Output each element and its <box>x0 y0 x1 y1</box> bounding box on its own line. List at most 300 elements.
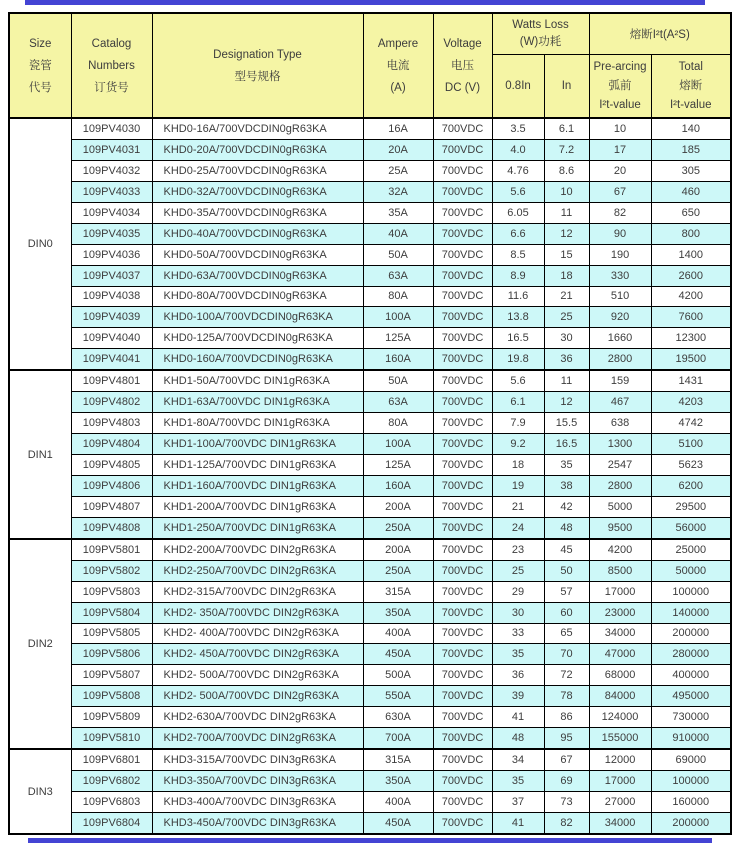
designation-cell: KHD0-63A/700VDCDIN0gR63KA <box>152 265 363 286</box>
voltage-cell: 700VDC <box>433 623 492 644</box>
watts-08in-cell: 19.8 <box>492 349 544 370</box>
table-row <box>9 812 731 833</box>
total-i2t-cell: 2600 <box>651 265 731 286</box>
catalog-cell: 109PV4039 <box>71 307 152 328</box>
table-row <box>9 496 731 517</box>
designation-cell: KHD1-50A/700VDC DIN1gR63KA <box>152 370 363 391</box>
total-i2t-cell: 100000 <box>651 771 731 792</box>
table-row <box>9 307 731 328</box>
watts-08in-cell: 25 <box>492 560 544 581</box>
catalog-cell: 109PV4802 <box>71 392 152 413</box>
watts-08in-cell: 24 <box>492 517 544 538</box>
ampere-cell: 63A <box>363 392 433 413</box>
ampere-cell: 16A <box>363 118 433 139</box>
fuse-spec-table <box>8 12 732 835</box>
col-header-ampere-line: Ampere <box>377 37 419 50</box>
voltage-cell: 700VDC <box>433 244 492 265</box>
catalog-cell: 109PV4038 <box>71 286 152 307</box>
ampere-cell: 35A <box>363 202 433 223</box>
bottom-rule <box>28 838 712 843</box>
col-header-prearcing-line: 弧前 <box>608 79 632 92</box>
voltage-cell: 700VDC <box>433 792 492 813</box>
watts-in-cell: 57 <box>544 581 589 602</box>
table-row <box>9 792 731 813</box>
designation-cell: KHD3-400A/700VDC DIN3gR63KA <box>152 792 363 813</box>
total-i2t-cell: 6200 <box>651 475 731 496</box>
catalog-cell: 109PV4804 <box>71 434 152 455</box>
col-header-size-line: 瓷管 <box>28 59 52 72</box>
watts-in-cell: 82 <box>544 812 589 833</box>
catalog-cell: 109PV4032 <box>71 160 152 181</box>
catalog-cell: 109PV4041 <box>71 349 152 370</box>
col-header-ampere-line: 电流 <box>386 59 410 72</box>
designation-cell: KHD2- 350A/700VDC DIN2gR63KA <box>152 602 363 623</box>
table-row <box>9 223 731 244</box>
catalog-cell: 109PV4803 <box>71 413 152 434</box>
watts-08in-cell: 4.0 <box>492 139 544 160</box>
col-header-size-line: Size <box>29 37 52 50</box>
watts-08in-cell: 37 <box>492 792 544 813</box>
col-header-voltage-line: DC (V) <box>444 81 481 94</box>
total-i2t-cell: 650 <box>651 202 731 223</box>
table-row <box>9 349 731 370</box>
prearcing-i2t-cell: 124000 <box>589 707 651 728</box>
watts-08in-cell: 41 <box>492 812 544 833</box>
designation-cell: KHD3-350A/700VDC DIN3gR63KA <box>152 771 363 792</box>
voltage-cell: 700VDC <box>433 749 492 770</box>
designation-cell: KHD0-20A/700VDCDIN0gR63KA <box>152 139 363 160</box>
table-row <box>9 160 731 181</box>
total-i2t-cell: 100000 <box>651 581 731 602</box>
watts-in-cell: 10 <box>544 181 589 202</box>
ampere-cell: 400A <box>363 792 433 813</box>
table-row <box>9 181 731 202</box>
col-header-catalog <box>71 13 152 118</box>
catalog-cell: 109PV4037 <box>71 265 152 286</box>
watts-in-cell: 16.5 <box>544 434 589 455</box>
watts-in-cell: 8.6 <box>544 160 589 181</box>
catalog-cell: 109PV5808 <box>71 686 152 707</box>
catalog-cell: 109PV6802 <box>71 771 152 792</box>
voltage-cell: 700VDC <box>433 413 492 434</box>
col-header-voltage <box>433 13 492 118</box>
watts-in-cell: 69 <box>544 771 589 792</box>
table-row <box>9 370 731 391</box>
table-row <box>9 139 731 160</box>
prearcing-i2t-cell: 2800 <box>589 475 651 496</box>
voltage-cell: 700VDC <box>433 581 492 602</box>
voltage-cell: 700VDC <box>433 370 492 391</box>
table-row <box>9 328 731 349</box>
voltage-cell: 700VDC <box>433 686 492 707</box>
watts-08in-cell: 23 <box>492 539 544 560</box>
col-header-designation <box>152 13 363 118</box>
prearcing-i2t-cell: 155000 <box>589 728 651 749</box>
catalog-cell: 109PV5809 <box>71 707 152 728</box>
watts-in-cell: 25 <box>544 307 589 328</box>
total-i2t-cell: 5623 <box>651 455 731 476</box>
watts-in-cell: 15 <box>544 244 589 265</box>
voltage-cell: 700VDC <box>433 265 492 286</box>
watts-08in-cell: 9.2 <box>492 434 544 455</box>
watts-08in-cell: 5.6 <box>492 370 544 391</box>
ampere-cell: 63A <box>363 265 433 286</box>
total-i2t-cell: 460 <box>651 181 731 202</box>
prearcing-i2t-cell: 12000 <box>589 749 651 770</box>
ampere-cell: 400A <box>363 623 433 644</box>
watts-08in-cell: 34 <box>492 749 544 770</box>
col-header-prearcing-line: I²t-value <box>599 98 641 111</box>
ampere-cell: 630A <box>363 707 433 728</box>
designation-cell: KHD1-80A/700VDC DIN1gR63KA <box>152 413 363 434</box>
ampere-cell: 200A <box>363 496 433 517</box>
voltage-cell: 700VDC <box>433 434 492 455</box>
total-i2t-cell: 7600 <box>651 307 731 328</box>
table-row <box>9 560 731 581</box>
total-i2t-cell: 4203 <box>651 392 731 413</box>
table-row <box>9 539 731 560</box>
watts-08in-cell: 19 <box>492 475 544 496</box>
voltage-cell: 700VDC <box>433 644 492 665</box>
prearcing-i2t-cell: 34000 <box>589 623 651 644</box>
watts-08in-cell: 21 <box>492 496 544 517</box>
designation-cell: KHD0-80A/700VDCDIN0gR63KA <box>152 286 363 307</box>
voltage-cell: 700VDC <box>433 286 492 307</box>
catalog-cell: 109PV4801 <box>71 370 152 391</box>
table-row <box>9 517 731 538</box>
voltage-cell: 700VDC <box>433 812 492 833</box>
total-i2t-cell: 5100 <box>651 434 731 455</box>
watts-08in-cell: 41 <box>492 707 544 728</box>
watts-in-cell: 72 <box>544 665 589 686</box>
watts-in-cell: 50 <box>544 560 589 581</box>
voltage-cell: 700VDC <box>433 728 492 749</box>
watts-08in-cell: 8.5 <box>492 244 544 265</box>
prearcing-i2t-cell: 20 <box>589 160 651 181</box>
catalog-cell: 109PV4805 <box>71 455 152 476</box>
table-row <box>9 434 731 455</box>
catalog-cell: 109PV4806 <box>71 475 152 496</box>
prearcing-i2t-cell: 34000 <box>589 812 651 833</box>
table-header <box>9 13 731 118</box>
total-i2t-cell: 4742 <box>651 413 731 434</box>
catalog-cell: 109PV6803 <box>71 792 152 813</box>
col-header-designation-line: Designation Type <box>213 48 302 61</box>
prearcing-i2t-cell: 67 <box>589 181 651 202</box>
voltage-cell: 700VDC <box>433 139 492 160</box>
prearcing-i2t-cell: 159 <box>589 370 651 391</box>
catalog-cell: 109PV4035 <box>71 223 152 244</box>
watts-08in-cell: 5.6 <box>492 181 544 202</box>
total-i2t-cell: 50000 <box>651 560 731 581</box>
ampere-cell: 125A <box>363 455 433 476</box>
designation-cell: KHD2-700A/700VDC DIN2gR63KA <box>152 728 363 749</box>
ampere-cell: 450A <box>363 812 433 833</box>
watts-08in-cell: 35 <box>492 771 544 792</box>
designation-cell: KHD2-630A/700VDC DIN2gR63KA <box>152 707 363 728</box>
watts-08in-cell: 35 <box>492 644 544 665</box>
table-row <box>9 623 731 644</box>
designation-cell: KHD2-200A/700VDC DIN2gR63KA <box>152 539 363 560</box>
table-row <box>9 644 731 665</box>
prearcing-i2t-cell: 330 <box>589 265 651 286</box>
table-row <box>9 455 731 476</box>
designation-cell: KHD2-250A/700VDC DIN2gR63KA <box>152 560 363 581</box>
col-header-prearcing-line: Pre-arcing <box>593 60 647 73</box>
total-i2t-cell: 56000 <box>651 517 731 538</box>
watts-08in-cell: 7.9 <box>492 413 544 434</box>
watts-in-cell: 36 <box>544 349 589 370</box>
voltage-cell: 700VDC <box>433 160 492 181</box>
designation-cell: KHD0-35A/700VDCDIN0gR63KA <box>152 202 363 223</box>
voltage-cell: 700VDC <box>433 707 492 728</box>
watts-08in-cell: 36 <box>492 665 544 686</box>
ampere-cell: 315A <box>363 749 433 770</box>
voltage-cell: 700VDC <box>433 328 492 349</box>
ampere-cell: 125A <box>363 328 433 349</box>
watts-in-cell: 45 <box>544 539 589 560</box>
watts-08in-cell: 29 <box>492 581 544 602</box>
prearcing-i2t-cell: 920 <box>589 307 651 328</box>
total-i2t-cell: 160000 <box>651 792 731 813</box>
voltage-cell: 700VDC <box>433 539 492 560</box>
designation-cell: KHD1-100A/700VDC DIN1gR63KA <box>152 434 363 455</box>
col-header-total-line: Total <box>678 60 703 73</box>
voltage-cell: 700VDC <box>433 202 492 223</box>
col-header-total <box>651 55 731 119</box>
total-i2t-cell: 19500 <box>651 349 731 370</box>
designation-cell: KHD0-50A/700VDCDIN0gR63KA <box>152 244 363 265</box>
designation-cell: KHD0-125A/700VDCDIN0gR63KA <box>152 328 363 349</box>
prearcing-i2t-cell: 2547 <box>589 455 651 476</box>
total-i2t-cell: 4200 <box>651 286 731 307</box>
table-row <box>9 665 731 686</box>
col-header-catalog-line: Catalog <box>91 37 132 50</box>
size-group-cell: DIN2 <box>9 539 71 749</box>
table-row <box>9 392 731 413</box>
watts-08in-cell: 3.5 <box>492 118 544 139</box>
voltage-cell: 700VDC <box>433 771 492 792</box>
voltage-cell: 700VDC <box>433 665 492 686</box>
col-header-total-line: 熔断 <box>679 79 703 92</box>
header-row-top <box>9 13 731 55</box>
voltage-cell: 700VDC <box>433 496 492 517</box>
catalog-cell: 109PV4036 <box>71 244 152 265</box>
voltage-cell: 700VDC <box>433 118 492 139</box>
ampere-cell: 315A <box>363 581 433 602</box>
table-row <box>9 413 731 434</box>
col-header-watts-loss <box>492 13 589 55</box>
watts-in-cell: 86 <box>544 707 589 728</box>
total-i2t-cell: 800 <box>651 223 731 244</box>
catalog-cell: 109PV5803 <box>71 581 152 602</box>
watts-in-cell: 95 <box>544 728 589 749</box>
catalog-cell: 109PV6801 <box>71 749 152 770</box>
table-row <box>9 602 731 623</box>
ampere-cell: 550A <box>363 686 433 707</box>
watts-in-cell: 35 <box>544 455 589 476</box>
voltage-cell: 700VDC <box>433 223 492 244</box>
designation-cell: KHD1-200A/700VDC DIN1gR63KA <box>152 496 363 517</box>
watts-in-cell: 21 <box>544 286 589 307</box>
catalog-cell: 109PV5807 <box>71 665 152 686</box>
prearcing-i2t-cell: 90 <box>589 223 651 244</box>
ampere-cell: 350A <box>363 602 433 623</box>
col-header-voltage-line: Voltage <box>443 37 482 50</box>
watts-08in-cell: 13.8 <box>492 307 544 328</box>
watts-in-cell: 78 <box>544 686 589 707</box>
catalog-cell: 109PV5801 <box>71 539 152 560</box>
col-header-prearcing <box>589 55 651 119</box>
total-i2t-cell: 12300 <box>651 328 731 349</box>
designation-cell: KHD2- 450A/700VDC DIN2gR63KA <box>152 644 363 665</box>
prearcing-i2t-cell: 467 <box>589 392 651 413</box>
catalog-cell: 109PV5804 <box>71 602 152 623</box>
total-i2t-cell: 1400 <box>651 244 731 265</box>
table-row <box>9 771 731 792</box>
watts-in-cell: 11 <box>544 202 589 223</box>
watts-in-cell: 18 <box>544 265 589 286</box>
ampere-cell: 160A <box>363 349 433 370</box>
prearcing-i2t-cell: 190 <box>589 244 651 265</box>
watts-in-cell: 12 <box>544 223 589 244</box>
ampere-cell: 500A <box>363 665 433 686</box>
designation-cell: KHD1-125A/700VDC DIN1gR63KA <box>152 455 363 476</box>
watts-08in-cell: 16.5 <box>492 328 544 349</box>
total-i2t-cell: 185 <box>651 139 731 160</box>
prearcing-i2t-cell: 10 <box>589 118 651 139</box>
table-row <box>9 686 731 707</box>
ampere-cell: 450A <box>363 644 433 665</box>
col-header-voltage-line: 电压 <box>451 59 474 72</box>
catalog-cell: 109PV5806 <box>71 644 152 665</box>
col-header-catalog-line: 订货号 <box>94 81 129 94</box>
catalog-cell: 109PV6804 <box>71 812 152 833</box>
ampere-cell: 40A <box>363 223 433 244</box>
catalog-cell: 109PV4033 <box>71 181 152 202</box>
voltage-cell: 700VDC <box>433 560 492 581</box>
table-row <box>9 728 731 749</box>
total-i2t-cell: 400000 <box>651 665 731 686</box>
voltage-cell: 700VDC <box>433 392 492 413</box>
voltage-cell: 700VDC <box>433 475 492 496</box>
prearcing-i2t-cell: 84000 <box>589 686 651 707</box>
designation-cell: KHD0-32A/700VDCDIN0gR63KA <box>152 181 363 202</box>
ampere-cell: 80A <box>363 286 433 307</box>
watts-in-cell: 12 <box>544 392 589 413</box>
total-i2t-cell: 305 <box>651 160 731 181</box>
watts-in-cell: 7.2 <box>544 139 589 160</box>
designation-cell: KHD1-160A/700VDC DIN1gR63KA <box>152 475 363 496</box>
watts-in-cell: 15.5 <box>544 413 589 434</box>
watts-08in-cell: 6.05 <box>492 202 544 223</box>
col-header-size <box>9 13 71 118</box>
catalog-cell: 109PV5810 <box>71 728 152 749</box>
table-row <box>9 475 731 496</box>
watts-08in-cell: 30 <box>492 602 544 623</box>
prearcing-i2t-cell: 27000 <box>589 792 651 813</box>
watts-08in-cell: 11.6 <box>492 286 544 307</box>
watts-08in-cell: 39 <box>492 686 544 707</box>
designation-cell: KHD0-16A/700VDCDIN0gR63KA <box>152 118 363 139</box>
total-i2t-cell: 200000 <box>651 623 731 644</box>
col-header-size-line: 代号 <box>28 81 52 94</box>
col-header-catalog-line: Numbers <box>88 59 135 72</box>
table-row <box>9 749 731 770</box>
prearcing-i2t-cell: 8500 <box>589 560 651 581</box>
watts-in-cell: 38 <box>544 475 589 496</box>
designation-cell: KHD0-160A/700VDCDIN0gR63KA <box>152 349 363 370</box>
total-i2t-cell: 1431 <box>651 370 731 391</box>
ampere-cell: 25A <box>363 160 433 181</box>
ampere-cell: 20A <box>363 139 433 160</box>
watts-in-cell: 48 <box>544 517 589 538</box>
watts-in-cell: 67 <box>544 749 589 770</box>
prearcing-i2t-cell: 4200 <box>589 539 651 560</box>
prearcing-i2t-cell: 9500 <box>589 517 651 538</box>
prearcing-i2t-cell: 23000 <box>589 602 651 623</box>
total-i2t-cell: 200000 <box>651 812 731 833</box>
designation-cell: KHD2- 500A/700VDC DIN2gR63KA <box>152 686 363 707</box>
voltage-cell: 700VDC <box>433 602 492 623</box>
watts-in-cell: 6.1 <box>544 118 589 139</box>
top-rule <box>25 0 705 5</box>
watts-08in-cell: 8.9 <box>492 265 544 286</box>
designation-cell: KHD2- 400A/700VDC DIN2gR63KA <box>152 623 363 644</box>
catalog-cell: 109PV4808 <box>71 517 152 538</box>
prearcing-i2t-cell: 47000 <box>589 644 651 665</box>
catalog-cell: 109PV4030 <box>71 118 152 139</box>
size-group-cell: DIN1 <box>9 370 71 539</box>
table-row <box>9 118 731 139</box>
voltage-cell: 700VDC <box>433 455 492 476</box>
prearcing-i2t-cell: 17000 <box>589 581 651 602</box>
designation-cell: KHD2- 500A/700VDC DIN2gR63KA <box>152 665 363 686</box>
watts-in-cell: 73 <box>544 792 589 813</box>
watts-08in-cell: 48 <box>492 728 544 749</box>
designation-cell: KHD1-63A/700VDC DIN1gR63KA <box>152 392 363 413</box>
ampere-cell: 250A <box>363 517 433 538</box>
catalog-cell: 109PV4040 <box>71 328 152 349</box>
total-i2t-cell: 910000 <box>651 728 731 749</box>
watts-in-cell: 42 <box>544 496 589 517</box>
table-row <box>9 244 731 265</box>
prearcing-i2t-cell: 2800 <box>589 349 651 370</box>
ampere-cell: 100A <box>363 307 433 328</box>
catalog-cell: 109PV5802 <box>71 560 152 581</box>
prearcing-i2t-cell: 510 <box>589 286 651 307</box>
designation-cell: KHD3-315A/700VDC DIN3gR63KA <box>152 749 363 770</box>
table-row <box>9 202 731 223</box>
ampere-cell: 50A <box>363 244 433 265</box>
prearcing-i2t-cell: 82 <box>589 202 651 223</box>
total-i2t-cell: 69000 <box>651 749 731 770</box>
total-i2t-cell: 140 <box>651 118 731 139</box>
table-row <box>9 286 731 307</box>
prearcing-i2t-cell: 1300 <box>589 434 651 455</box>
total-i2t-cell: 140000 <box>651 602 731 623</box>
table-row <box>9 581 731 602</box>
col-header-watts-loss-line: (W)功耗 <box>519 36 562 48</box>
ampere-cell: 160A <box>363 475 433 496</box>
ampere-cell: 50A <box>363 370 433 391</box>
designation-cell: KHD1-250A/700VDC DIN1gR63KA <box>152 517 363 538</box>
total-i2t-cell: 730000 <box>651 707 731 728</box>
table-row <box>9 265 731 286</box>
ampere-cell: 32A <box>363 181 433 202</box>
col-header-total-line: I²t-value <box>669 98 712 111</box>
col-header-i2t: 熔断I²t(A²S) <box>589 13 731 55</box>
